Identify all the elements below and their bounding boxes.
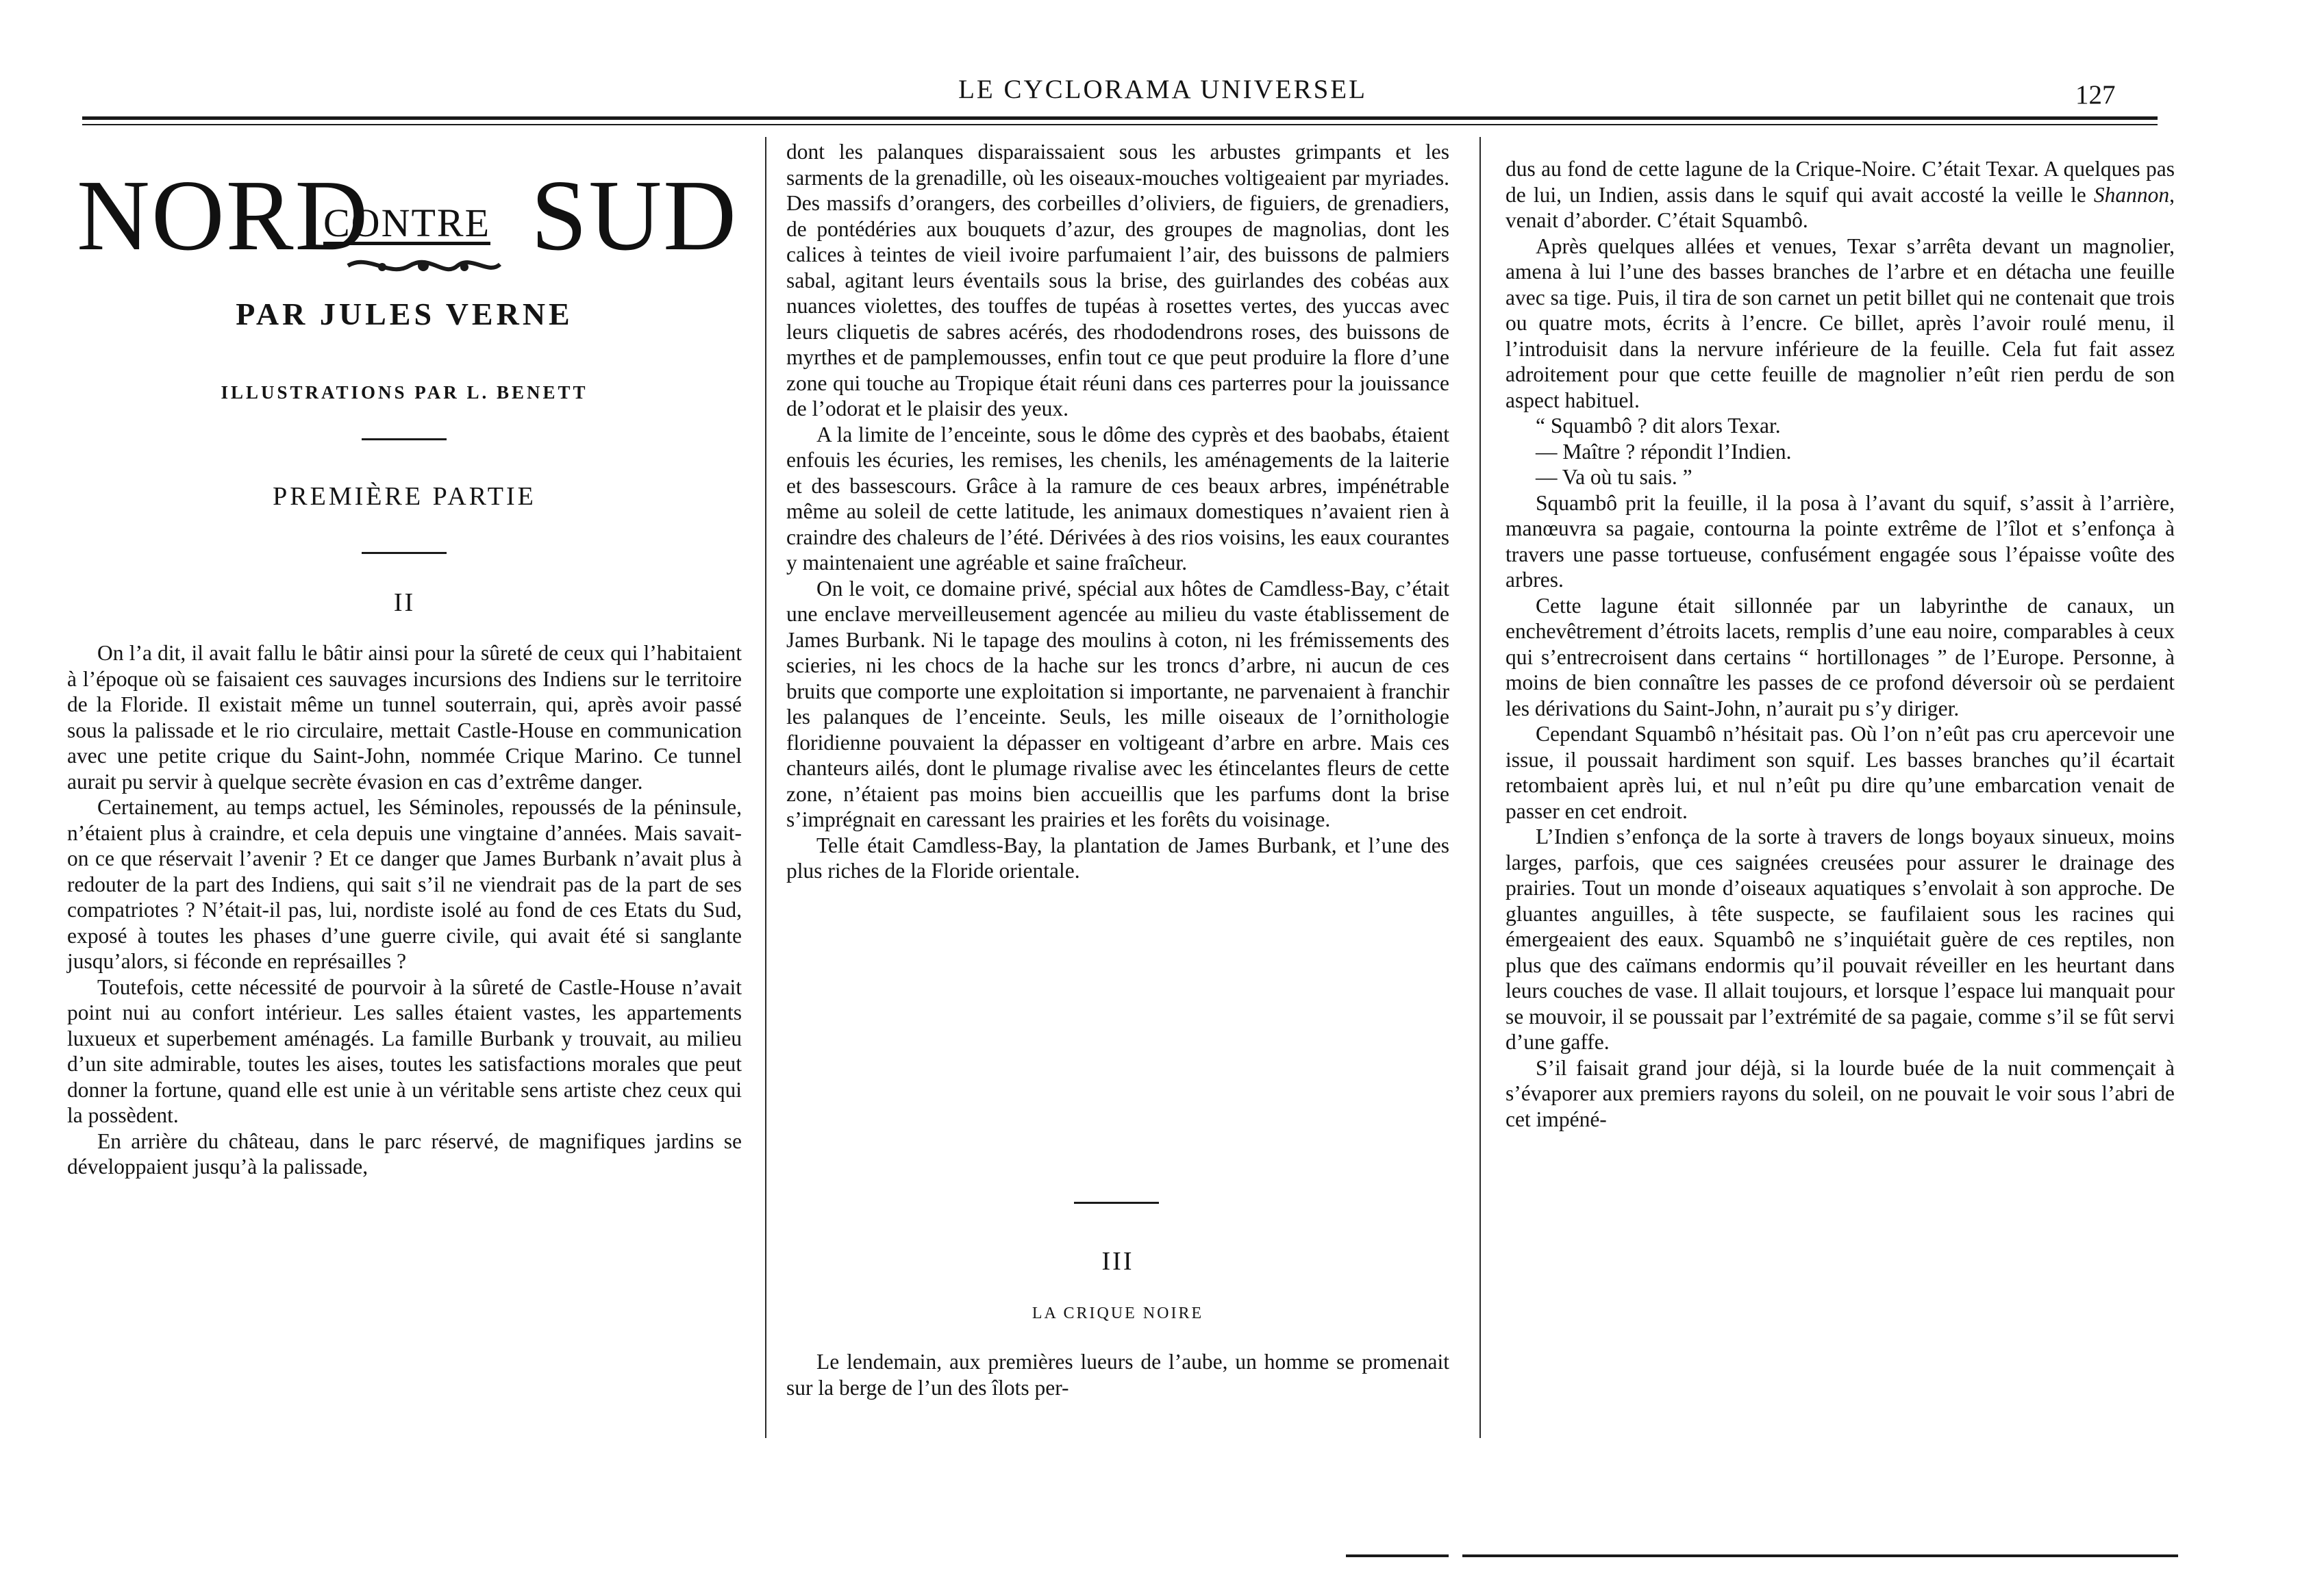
paragraph: Cependant Squambô n’hésitait pas. Où l’on n’eût pas cru apercevoir une issue, il poussait hardiment son squif. Les basses branches qu’il écartait retombaient après lui, et nul n’eût pu dire qu’une embarcation venait de passer en cet endroit. [1505,722,2175,823]
paragraph: S’il faisait grand jour déjà, si la lourde buée de la nuit commençait à s’évaporer aux premiers rayons du soleil, on ne pouvait le voir sous l’abri de cet impéné- [1505,1055,2175,1131]
text-run: , venait d’aborder. C’était Squambô. [1505,182,2175,232]
paragraph: Après quelques allées et venues, Texar s’arrêta devant un magnolier, amena à lui l’une des basses branches de l’arbre et en détacha une feuille avec sa tige. Puis, il tira de son carnet un petit billet qui ne contenait que trois ou quatre mots, écrits à l’encre. Ce billet, après l’avoir roulé menu, il l’introduisit dans la nervure inférieure de la feuille. Cela fut fait assez adroitement pour que cette feuille de magnolier n’eût rien perdu de son aspect habituel. [1505,234,2175,412]
section-rule [362,438,447,440]
column-divider [765,137,766,1438]
column-right-text [1505,156,2175,1132]
paragraph [1505,156,2175,234]
ship-name: Shannon [2093,182,2170,207]
serial-title [14,160,738,272]
illustrator-credit: ILLUSTRATIONS PAR L. BENETT [221,382,588,403]
section-rule [1074,1202,1159,1204]
paragraph: A la limite de l’enceinte, sous le dôme des cyprès et des baobabs, étaient enfouis les écuries, les remises, les chenils, les aménagements de la laiterie et des bassescours. Grâce à la ramure de ces beaux arbres, impénétrable même au soleil de cette latitude, les animaux domestiques n’avaient rien à craindre des chaleurs de l’été. Dérivées à des rios voisins, les eaux courantes y maintenaient une agréable et saine fraîcheur. [786,422,1449,575]
column-middle-text [786,139,1449,884]
chapter-iii-opening [786,1349,1449,1400]
part-title: PREMIÈRE PARTIE [273,482,536,511]
paragraph: En arrière du château, dans le parc réservé, de magnifiques jardins se développaient jusqu’à la palissade, [67,1129,742,1179]
running-head: LE CYCLORAMA UNIVERSEL [958,75,1367,104]
paragraph: Certainement, au temps actuel, les Séminoles, repoussés de la péninsule, n’étaient plus à craindre, et cela depuis une vingtaine d’années. Mais savait-on ce que réservait l’avenir ? Et ce danger que James Burbank n’avait plus à redouter de la part des Indiens, qui sait s’il ne viendrait pas de la part de ses compatriotes ? N’était-il pas, lui, nordiste isolé au fond de ces Etats du Sud, exposé à toutes les phases d’une guerre civile, qui avait été si sanglante jusqu’alors, si féconde en représailles ? [67,795,742,973]
chapter-number-ii: II [393,588,416,617]
title-sud: SUD [531,160,738,272]
paragraph: On le voit, ce domaine privé, spécial aux hôtes de Camdless-Bay, c’était une enclave merveilleusement agencée au milieu du vaste établissement de James Burbank. Ni le tapage des moulins à coton, ni les frémissements des scieries, ni les chocs de la hache sur les troncs d’arbre, ni aucun de ces bruits que comporte une exploitation si importante, ne parvenaient à franchir les palanques de l’enceinte. Seuls, les mille oiseaux de l’ornithologie floridienne pouvaient la dépasser en voltigeant d’arbre en arbre. Mais ces chanteurs ailés, dont le plumage rivalise avec les étincelantes fleurs de cette zone, n’étaient pas moins bien accueillis que les parfums dont la brise s’imprégnait en caressant les prairies et les forêts du voisinage. [786,576,1449,831]
dialogue-line: “ Squambô ? dit alors Texar. [1536,414,1781,438]
paragraph: Cette lagune était sillonnée par un labyrinthe de canaux, un enchevêtrement d’étroits lacets, remplis d’une eau noire, comparables à ceux qui s’entrecroisent dans certains “ hortillonages ” de l’Europe. Personne, à moins de bien connaître les passes de ce profond déversoir où se perdaient les dérivations du Saint-John, n’aurait pu s’y diriger. [1505,593,2175,720]
chapter-title: LA CRIQUE NOIRE [1032,1305,1204,1322]
footer-rule [1462,1554,2178,1557]
title-nord: NORD [77,160,370,272]
column-left [67,0,742,1575]
paragraph: Toutefois, cette nécessité de pourvoir à la sûreté de Castle-House n’avait point nui au confort intérieur. Les salles étaient vastes, les appartements luxueux et superbement aménagés. La famille Burbank y trouvait, au milieu d’un site admirable, toutes les aises, toutes les satisfactions morales que peut donner la fortune, quand elle est unie à un véritable sens artiste chez ceux qui la possèdent. [67,974,742,1127]
column-right [1505,0,2175,1575]
title-contre: CONTRE [323,201,490,245]
section-rule [362,552,447,554]
chapter-number-iii: III [1101,1247,1134,1276]
author-byline: PAR JULES VERNE [236,297,573,331]
paragraph: Le lendemain, aux premières lueurs de l’aube, un homme se promenait sur la berge de l’un des îlots per- [786,1350,1449,1400]
column-left-text [67,640,742,1180]
text-run: dus au fond de cette lagune de la Crique-Noire. C’était Texar. A quelques pas de lui, un Indien, assis dans le squif qui avait accosté la veille le [1505,157,2175,207]
column-middle [786,0,1449,1575]
column-divider [1479,137,1481,1438]
paragraph: On l’a dit, il avait fallu le bâtir ainsi pour la sûreté de ceux qui l’habitaient à l’époque où se faisaient ces sauvages incursions des Indiens sur le territoire de la Floride. Il existait même un tunnel souterrain, qui, après avoir passé sous la palissade et le rio circulaire, mettait Castle-House en communication avec une petite crique du Saint-John, nommée Crique Marino. Ce tunnel aurait pu servir à quelque secrète évasion en cas d’extrême danger. [67,641,742,794]
dialogue-line: — Maître ? répondit l’Indien. [1536,439,1792,464]
dialogue-line: — Va où tu sais. ” [1536,465,1692,489]
page-number: 127 [2075,80,2116,110]
paragraph: Squambô prit la feuille, il la posa à l’avant du squif, s’assit à l’arrière, manœuvra sa pagaie, contourna la pointe extrême de l’îlot et s’enfonça à travers une passe tortueuse, confusément engagée sous l’épaisse voûte des arbres. [1505,490,2175,592]
paragraph: L’Indien s’enfonça de la sorte à travers de longs boyaux sinueux, moins larges, parfois, que ces saignées creusées pour assurer le drainage des prairies. Tout un monde d’oiseaux aquatiques s’envolait à son approche. De gluantes anguilles, à tête suspecte, se faufilaient sous les racines qui émergeaient des eaux. Squambô ne s’inquiétait guère de ces reptiles, non plus que des caïmans endormis qu’il pouvait réveiller en les heurtant dans leurs couches de vase. Il allait toujours, et lorsque l’espace lui manquait pour se mouvoir, il se poussait par l’extrémité de sa pagaie, comme s’il se fût servi d’une gaffe. [1505,824,2175,1054]
flourish-ornament [341,252,505,279]
paragraph: Telle était Camdless-Bay, la plantation de James Burbank, et l’une des plus riches de la Floride orientale. [786,833,1449,883]
paragraph: dont les palanques disparaissaient sous les arbustes grimpants et les sarments de la grenadille, où les oiseaux-mouches voltigeaient par myriades. Des massifs d’orangers, des corbeilles d’oliviers, de figuiers, de grenadiers, de pontédéries aux bouquets d’azur, des groupes de magnolias, dont les calices à teintes de vieil ivoire parfumaient l’air, des buissons de palmiers sabal, agitant leurs éventails sous la brise, des guirlandes des cobéas aux nuances violettes, des touffes de tupéas à rosettes vertes, des yuccas avec leurs cliquetis de sabres acérés, des rhododendrons roses, des buissons de myrthes et de pamplemousses, enfin tout ce que peut produire la flore d’une zone qui touche au Tropique était réuni dans ces parterres pour la jouissance de l’odorat et le plaisir des yeux. [786,140,1449,420]
footer-rule [1346,1554,1449,1557]
